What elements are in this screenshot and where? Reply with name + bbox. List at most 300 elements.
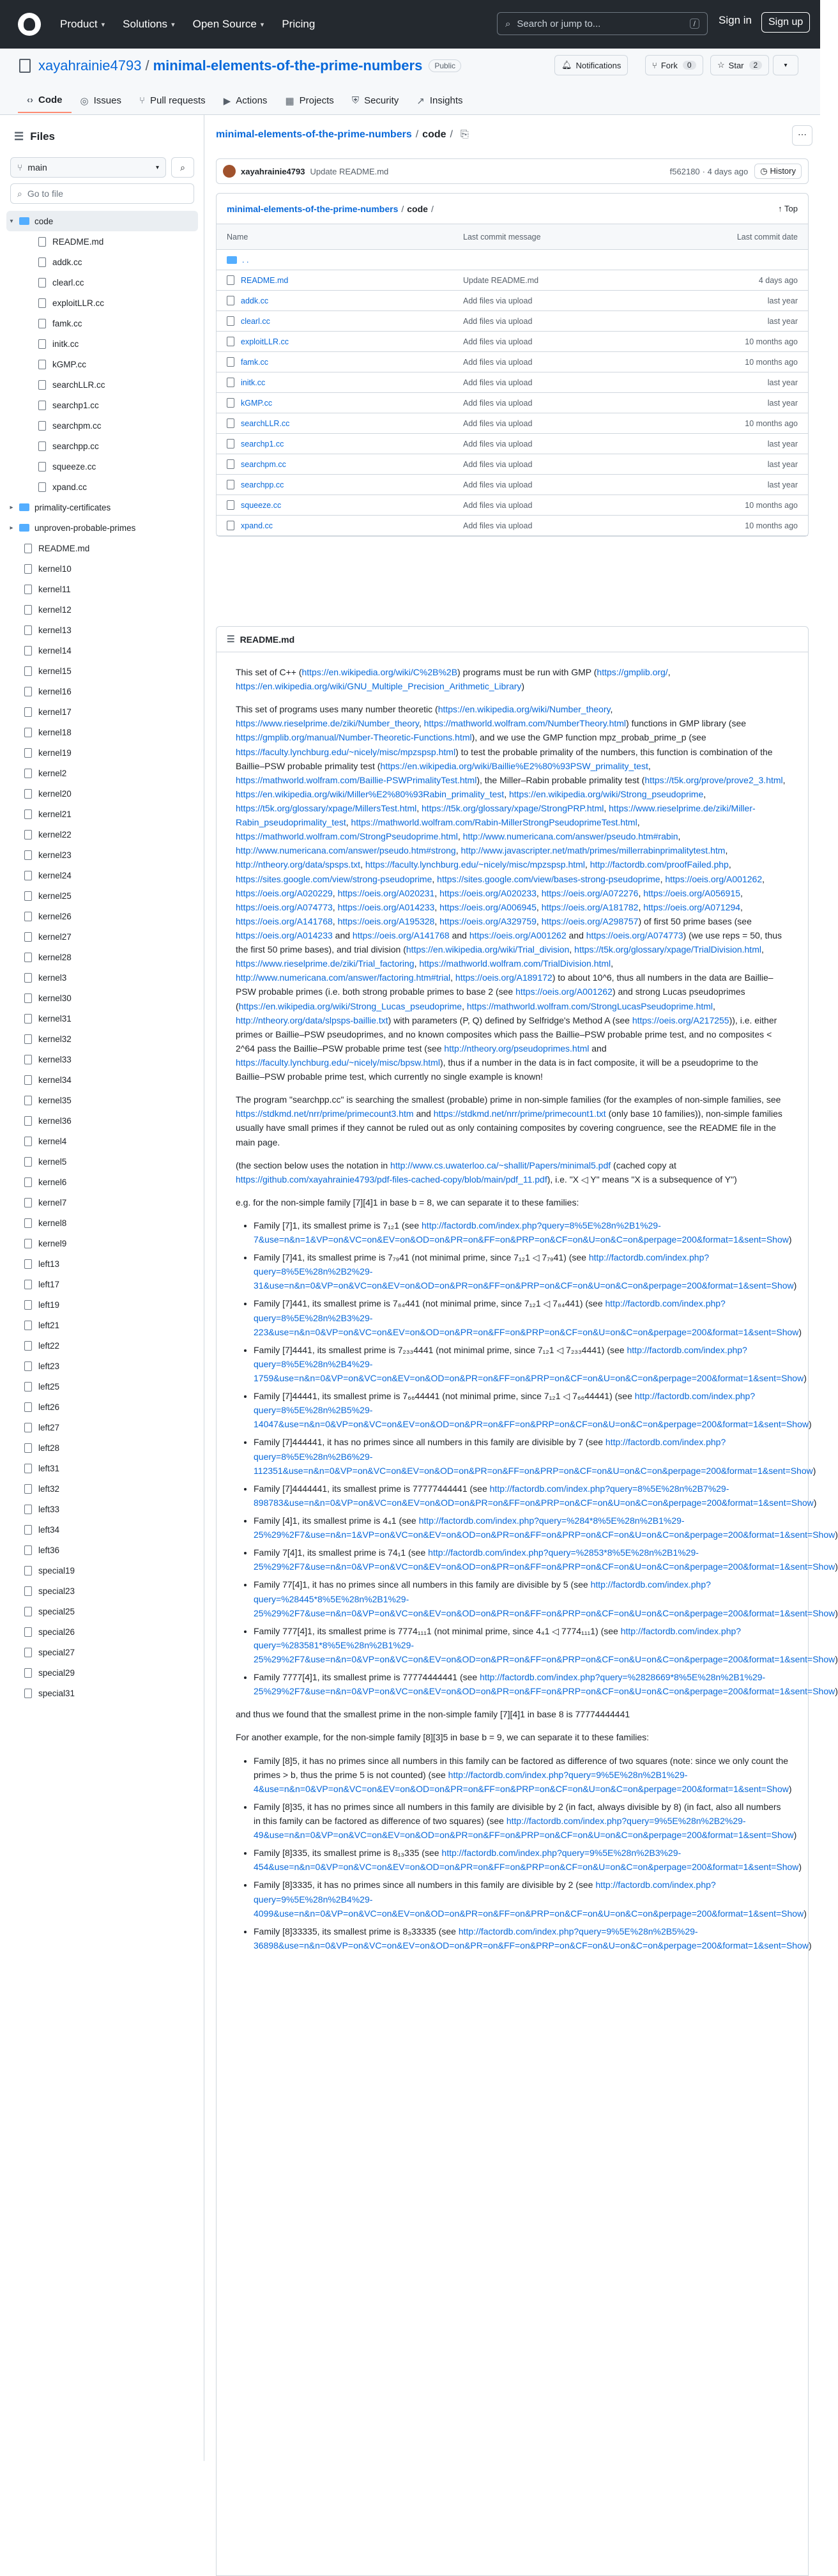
readme-link[interactable]: https://faculty.lynchburg.edu/~nicely/misc/mpzspsp.html xyxy=(236,746,456,757)
tree-file[interactable] xyxy=(6,722,198,742)
table-row[interactable] xyxy=(217,454,808,475)
tab-insights[interactable] xyxy=(408,88,471,113)
readme-link[interactable]: https://gmplib.org/ xyxy=(597,667,668,677)
readme-link[interactable]: http://factordb.com/proofFailed.php xyxy=(590,859,729,870)
file-name-link[interactable]: README.md xyxy=(241,275,289,285)
tree-item-label: kernel34 xyxy=(38,1075,72,1085)
tree-item-label: kernel7 xyxy=(38,1197,67,1208)
file-name-link[interactable]: famk.cc xyxy=(241,357,269,367)
file-icon xyxy=(38,257,46,267)
tree-file[interactable] xyxy=(6,1213,198,1233)
file-name-link[interactable]: searchpm.cc xyxy=(241,459,286,469)
readme-link[interactable]: https://oeis.org/A074773 xyxy=(586,930,683,940)
list-item: • Family [4]1, its smallest prime is 4₄1 (see http://factordb.com/index.php?query=%284*8%5E%28n%2B1%29-25%29%2F7&use=n&n=1&VP=on&VC=on&EV=on&OD=on&PR=on&FF=on&PRP=on&CF=on&U=on&C=on&perpage=200&format=1&sent=Show) xyxy=(254,1514,789,1542)
nav-item[interactable] xyxy=(193,18,264,31)
file-icon xyxy=(38,339,46,349)
file-icon xyxy=(24,1361,32,1371)
file-icon xyxy=(227,357,234,367)
tab-security[interactable] xyxy=(343,88,408,113)
readme-link[interactable]: https://oeis.org/A001262 xyxy=(469,930,567,940)
tree-file[interactable] xyxy=(6,1499,198,1519)
file-icon xyxy=(227,378,234,387)
tree-file[interactable] xyxy=(6,1274,198,1294)
tree-file[interactable] xyxy=(6,1172,198,1192)
history-button[interactable] xyxy=(754,164,802,179)
readme-link[interactable]: https://sites.google.com/view/bases-strong-pseudoprime xyxy=(437,873,660,884)
readme-link[interactable]: http://factordb.com/index.php?query=%283581*8%5E%28n%2B1%29-25%29%2F7&use=n&n=0&VP=on&VC=on&EV=on&OD=on&PR=on&FF=on&PRP=on&CF=on&U=on&C=on&perpage=200&format=1&sent=Show xyxy=(254,1625,835,1664)
sign-up-button[interactable]: Sign up xyxy=(761,12,810,33)
parent-dir-row[interactable] xyxy=(217,250,808,270)
file-tree xyxy=(6,211,198,1703)
tree-file[interactable] xyxy=(6,1110,198,1131)
readme-link[interactable]: https://www.rieselprime.de/ziki/Number_theory xyxy=(236,718,419,729)
commit-message-link[interactable]: Add files via upload xyxy=(463,521,533,530)
readme-link[interactable]: https://mathworld.wolfram.com/StrongPseudoprime.html xyxy=(236,831,458,842)
file-name-link[interactable]: searchpp.cc xyxy=(241,480,284,489)
readme-link[interactable]: https://faculty.lynchburg.edu/~nicely/misc/mpzspsp.html xyxy=(365,859,585,870)
tree-file[interactable] xyxy=(6,579,198,599)
go-to-file-input[interactable] xyxy=(10,183,194,204)
readme-link[interactable]: https://en.wikipedia.org/wiki/Miller%E2%80%93Rabin_primality_test xyxy=(236,788,505,799)
tab-code[interactable] xyxy=(18,88,72,113)
tree-file[interactable] xyxy=(6,1581,198,1601)
sidebar-toggle-icon[interactable]: ☰ xyxy=(14,130,24,142)
commit-message-link[interactable]: Add files via upload xyxy=(463,418,533,428)
tree-file[interactable] xyxy=(6,1397,198,1417)
readme-link[interactable]: https://oeis.org/A071294 xyxy=(643,901,741,912)
star-dropdown-button[interactable] xyxy=(773,55,798,75)
tab-issues[interactable] xyxy=(72,88,130,113)
readme-link[interactable]: https://stdkmd.net/nrr/prime/primecount1.txt xyxy=(433,1108,606,1119)
readme-link[interactable]: https://en.wikipedia.org/wiki/Strong_pseudoprime xyxy=(508,788,704,799)
tree-file[interactable] xyxy=(6,354,198,374)
tree-file[interactable] xyxy=(6,1642,198,1662)
breadcrumb-repo-link[interactable]: minimal-elements-of-the-prime-numbers xyxy=(216,129,412,140)
tree-file[interactable] xyxy=(6,906,198,926)
readme-link[interactable]: https://oeis.org/A141768 xyxy=(236,916,333,926)
file-search-button[interactable] xyxy=(171,157,194,178)
nav-item-label: Pricing xyxy=(282,18,316,30)
chevron-down-icon[interactable]: ▾ xyxy=(10,217,13,225)
repo-title xyxy=(19,57,461,74)
readme-link[interactable]: http://factordb.com/index.php?query=%2853*8%5E%28n%2B1%29-25%29%2F7&use=n&n=0&VP=on&VC=on&EV=on&OD=on&PR=on&FF=on&PRP=on&CF=on&U=on&C=on&perpage=200&format=1&sent=Show xyxy=(254,1547,835,1572)
file-rows xyxy=(217,270,808,536)
repo-name-link[interactable]: minimal-elements-of-the-prime-numbers xyxy=(153,57,423,73)
readme-link[interactable]: http://www.numericana.com/answer/pseudo.htm#rabin xyxy=(462,831,678,842)
commit-message-link[interactable]: Update README.md xyxy=(463,275,539,285)
tree-file[interactable] xyxy=(6,1090,198,1110)
tree-file[interactable] xyxy=(6,1683,198,1703)
tree-file[interactable] xyxy=(6,231,198,252)
top-button[interactable] xyxy=(778,204,798,213)
tree-file[interactable] xyxy=(6,1458,198,1478)
tree-file[interactable] xyxy=(6,293,198,313)
copy-path-icon[interactable]: ⎘ xyxy=(460,129,469,140)
tree-file[interactable] xyxy=(6,845,198,865)
readme-link[interactable]: http://www.numericana.com/answer/pseudo.htm#strong xyxy=(236,845,456,856)
readme-link[interactable]: https://t5k.org/glossary/xpage/TrialDivision.html xyxy=(574,944,761,955)
tree-file[interactable] xyxy=(6,313,198,334)
readme-link[interactable]: http://factordb.com/index.php?query=9%5E%28n%2B5%29-36898&use=n&n=0&VP=on&VC=on&EV=on&OD=on&PR=on&FF=on&PRP=on&CF=on&U=on&C=on&perpage=200&format=1&sent=Show xyxy=(254,1926,809,1951)
readme-link[interactable]: https://gmplib.org/manual/Number-Theoretic-Functions.html xyxy=(236,732,472,743)
search-icon: ⌕ xyxy=(180,162,185,172)
readme-link[interactable]: http://ntheory.org/pseudoprimes.html xyxy=(444,1043,590,1054)
tree-file[interactable] xyxy=(6,415,198,436)
file-icon xyxy=(24,1443,32,1453)
readme-link[interactable]: https://t5k.org/prove/prove2_3.html xyxy=(644,774,783,785)
tree-file[interactable] xyxy=(6,538,198,558)
tree-file[interactable] xyxy=(6,252,198,272)
tree-file[interactable] xyxy=(6,477,198,497)
tree-file[interactable] xyxy=(6,1070,198,1090)
readme-link[interactable]: http://factordb.com/index.php?query=9%5E%28n%2B3%29-454&use=n&n=0&VP=on&VC=on&EV=on&OD=on&PR=on&FF=on&PRP=on&CF=on&U=on&C=on&perpage=200&format=1&sent=Show xyxy=(254,1848,799,1873)
tree-file[interactable] xyxy=(6,742,198,763)
file-icon xyxy=(24,830,32,839)
list-item: • Family [8]5, it has no primes since all numbers in this family can be factored as difference of two squares (note: since we only count the primes > b, thus the prime 5 is not counted) (see http://factordb.com/index.php?query=9%5E%28n%2B1%29-4&use=n&n=0&VP=on&VC=on&EV=on&OD=on&PR=on&FF=on&PRP=on&CF=on&U=on&C=on&perpage=200&format=1&sent=Show) xyxy=(254,1754,789,1796)
readme-link[interactable]: http://factordb.com/index.php?query=%2828669*8%5E%28n%2B1%29-25%29%2F7&use=n&n=0&VP=on&VC=on&EV=on&OD=on&PR=on&FF=on&PRP=on&CF=on&U=on&C=on&perpage=200&format=1&sent=Show xyxy=(254,1672,835,1697)
commit-message-link[interactable]: Add files via upload xyxy=(463,316,533,326)
commit-date: last year xyxy=(767,378,798,387)
file-icon xyxy=(24,769,32,778)
readme-link[interactable]: https://en.wikipedia.org/wiki/Number_theory xyxy=(438,704,611,715)
commit-message-link[interactable]: Add files via upload xyxy=(463,500,533,510)
tree-file[interactable] xyxy=(6,865,198,885)
more-options-button[interactable] xyxy=(792,125,812,146)
files-title: Files xyxy=(30,130,55,142)
repo-owner-link[interactable]: xayahrainie4793 xyxy=(38,57,142,73)
commit-date: 10 months ago xyxy=(745,357,798,367)
readme-link[interactable]: https://mathworld.wolfram.com/NumberTheory.html xyxy=(423,718,627,729)
file-icon xyxy=(227,296,234,305)
readme-link[interactable]: http://factordb.com/index.php?query=8%5E%28n%2B4%29-1759&use=n&n=0&VP=on&VC=on&EV=on&OD=on&PR=on&FF=on&PRP=on&CF=on&U=on&C=on&perpage=200&format=1&sent=Show xyxy=(254,1344,804,1384)
tree-file[interactable] xyxy=(6,1294,198,1315)
tree-file[interactable] xyxy=(6,1438,198,1458)
commit-message-link[interactable]: Add files via upload xyxy=(463,439,533,448)
readme-link[interactable]: https://oeis.org/A014233 xyxy=(337,901,435,912)
tree-file[interactable] xyxy=(6,1008,198,1029)
tree-file[interactable] xyxy=(6,661,198,681)
readme-link[interactable]: http://factordb.com/index.php?query=8%5E%28n%2B1%29-7&use=n&n=1&VP=on&VC=on&EV=on&OD=on&PR=on&FF=on&PRP=on&CF=on&U=on&C=on&perpage=200&format=1&sent=Show xyxy=(254,1220,789,1245)
readme-link[interactable]: http://factordb.com/index.php?query=9%5E%28n%2B4%29-4099&use=n&n=0&VP=on&VC=on&EV=on&OD=on&PR=on&FF=on&PRP=on&CF=on&U=on&C=on&perpage=200&format=1&sent=Show xyxy=(254,1880,804,1919)
tree-file[interactable] xyxy=(6,681,198,702)
tree-file[interactable] xyxy=(6,1519,198,1540)
file-icon xyxy=(24,748,32,758)
fork-count: 0 xyxy=(683,61,696,70)
tree-file[interactable] xyxy=(6,1335,198,1356)
readme-link[interactable]: https://stdkmd.net/nrr/prime/primecount3.htm xyxy=(236,1108,414,1119)
readme-link[interactable]: http://factordb.com/index.php?query=9%5E%28n%2B1%29-4&use=n&n=0&VP=on&VC=on&EV=on&OD=on&PR=on&FF=on&PRP=on&CF=on&U=on&C=on&perpage=200&format=1&sent=Show xyxy=(254,1769,789,1794)
tab-label: Projects xyxy=(299,95,334,106)
tree-file[interactable] xyxy=(6,988,198,1008)
nav-item[interactable] xyxy=(60,18,105,31)
tree-file[interactable] xyxy=(6,620,198,640)
tree-file[interactable] xyxy=(6,374,198,395)
table-row[interactable] xyxy=(217,516,808,536)
tab-pull-requests[interactable] xyxy=(130,88,215,113)
file-name-link[interactable]: searchLLR.cc xyxy=(241,418,290,428)
tree-item-label: left36 xyxy=(38,1545,60,1555)
list-item: • Family 777[4]1, its smallest prime is 7774₁₁₁1 (not minimal prime, since 4₄1 ◁ 7774₁₁₁1) (see http://factordb.com/index.php?query=%283581*8%5E%28n%2B1%29-25%29%2F7&use=n&n=0&VP=on&VC=on&EV=on&OD=on&PR=on&FF=on&PRP=on&CF=on&U=on&C=on&perpage=200&format=1&sent=Show) xyxy=(254,1624,789,1666)
sign-in-link[interactable]: Sign in xyxy=(719,14,752,26)
tree-file[interactable] xyxy=(6,558,198,579)
readme-link[interactable]: https://oeis.org/A020231 xyxy=(337,887,435,898)
readme-link[interactable]: https://oeis.org/A020233 xyxy=(439,887,537,898)
tree-file[interactable] xyxy=(6,1621,198,1642)
commit-message[interactable]: Update README.md xyxy=(310,166,389,176)
tree-file[interactable] xyxy=(6,1662,198,1683)
readme-link[interactable]: https://oeis.org/A014233 xyxy=(236,930,333,940)
readme-link[interactable]: https://mathworld.wolfram.com/TrialDivision.html xyxy=(419,958,611,969)
tree-file[interactable] xyxy=(6,702,198,722)
tree-item-label: special23 xyxy=(38,1586,75,1596)
tree-file[interactable] xyxy=(6,272,198,293)
readme-link[interactable]: http://www.numericana.com/answer/factoring.htm#trial xyxy=(236,972,451,983)
commit-message-link[interactable]: Add files via upload xyxy=(463,337,533,346)
file-icon xyxy=(24,891,32,901)
readme-link[interactable]: http://factordb.com/index.php?query=8%5E%28n%2B3%29-223&use=n&n=0&VP=on&VC=on&EV=on&OD=on&PR=on&FF=on&PRP=on&CF=on&U=on&C=on&perpage=200&format=1&sent=Show xyxy=(254,1298,799,1337)
table-row[interactable] xyxy=(217,311,808,332)
chevron-right-icon[interactable]: ▸ xyxy=(10,524,13,532)
chevron-down-icon: ▾ xyxy=(101,20,105,29)
readme-link[interactable]: http://factordb.com/index.php?query=%284*8%5E%28n%2B1%29-25%29%2F7&use=n&n=1&VP=on&VC=on&EV=on&OD=on&PR=on&FF=on&PRP=on&CF=on&U=on&C=on&perpage=200&format=1&sent=Show xyxy=(254,1515,835,1540)
tree-file[interactable] xyxy=(6,1376,198,1397)
tree-file[interactable] xyxy=(6,1151,198,1172)
file-name-link[interactable]: searchp1.cc xyxy=(241,439,284,448)
readme-link[interactable]: https://oeis.org/A141768 xyxy=(352,930,450,940)
table-row[interactable] xyxy=(217,270,808,291)
file-icon xyxy=(24,1423,32,1432)
tree-file[interactable] xyxy=(6,1417,198,1438)
readme-link[interactable]: https://oeis.org/A329759 xyxy=(439,916,537,926)
branch-selector[interactable] xyxy=(10,157,166,178)
file-icon xyxy=(227,439,234,448)
tree-item-label: special26 xyxy=(38,1627,75,1637)
file-name-link[interactable]: xpand.cc xyxy=(241,521,273,530)
readme-link[interactable]: http://ntheory.org/data/slpsps-baillie.txt xyxy=(236,1015,388,1025)
fork-button[interactable] xyxy=(645,55,703,75)
tree-item-label: kernel28 xyxy=(38,952,72,962)
readme-link[interactable]: https://oeis.org/A072276 xyxy=(541,887,639,898)
tree-item-label: searchpp.cc xyxy=(52,441,99,451)
tree-folder[interactable] xyxy=(6,497,198,518)
file-name-link[interactable]: kGMP.cc xyxy=(241,398,273,408)
tree-folder[interactable] xyxy=(6,518,198,538)
chevron-down-icon: ▾ xyxy=(171,20,175,29)
tree-file[interactable] xyxy=(6,1049,198,1070)
commit-message-link[interactable]: Add files via upload xyxy=(463,357,533,367)
readme-link[interactable]: https://oeis.org/A217255 xyxy=(632,1015,729,1025)
readme-link[interactable]: https://oeis.org/A056915 xyxy=(643,887,741,898)
file-icon xyxy=(227,337,234,346)
tree-item-label: left17 xyxy=(38,1279,60,1289)
readme-link[interactable]: https://oeis.org/A189172 xyxy=(455,972,552,983)
table-row[interactable] xyxy=(217,352,808,372)
readme-link[interactable]: http://www.cs.uwaterloo.ca/~shallit/Papers/minimal5.pdf xyxy=(390,1160,611,1170)
nav-item[interactable] xyxy=(123,18,174,31)
tree-item-label: left19 xyxy=(38,1300,60,1310)
tree-file[interactable] xyxy=(6,783,198,804)
tree-file[interactable] xyxy=(6,1192,198,1213)
file-name-link[interactable]: initk.cc xyxy=(241,378,266,387)
commit-date: 10 months ago xyxy=(745,500,798,510)
table-row[interactable] xyxy=(217,332,808,352)
list-repo-link[interactable]: minimal-elements-of-the-prime-numbers xyxy=(227,203,399,214)
tab-label: Actions xyxy=(236,95,268,106)
commit-date: 4 days ago xyxy=(758,275,798,285)
readme-link[interactable]: https://www.rieselprime.de/ziki/Trial_factoring xyxy=(236,958,415,969)
readme-link[interactable]: https://en.wikipedia.org/wiki/GNU_Multiple_Precision_Arithmetic_Library xyxy=(236,681,522,692)
readme-link[interactable]: https://faculty.lynchburg.edu/~nicely/misc/bpsw.html xyxy=(236,1057,440,1068)
tree-file[interactable] xyxy=(6,456,198,477)
file-icon xyxy=(24,1607,32,1616)
notifications-button[interactable] xyxy=(554,55,628,75)
readme-link[interactable]: http://factordb.com/index.php?query=8%5E%28n%2B7%29-898783&use=n&n=0&VP=on&VC=on&EV=on&OD=on&PR=on&FF=on&PRP=on&CF=on&U=on&C=on&perpage=200&format=1&sent=Show xyxy=(254,1483,814,1508)
tree-file[interactable] xyxy=(6,1233,198,1254)
table-row[interactable] xyxy=(217,434,808,454)
readme-link[interactable]: https://mathworld.wolfram.com/Baillie-PSWPrimalityTest.html xyxy=(236,774,477,785)
tree-item-label: kernel25 xyxy=(38,891,72,901)
readme-link[interactable]: https://github.com/xayahrainie4793/pdf-files-cached-copy/blob/main/pdf_11.pdf xyxy=(236,1174,547,1184)
readme-link[interactable]: https://oeis.org/A001262 xyxy=(665,873,763,884)
file-icon xyxy=(24,809,32,819)
tree-item-label: kernel32 xyxy=(38,1034,72,1044)
file-icon xyxy=(24,1259,32,1269)
file-name-link[interactable]: squeeze.cc xyxy=(241,500,282,510)
github-logo-icon[interactable] xyxy=(18,13,41,36)
commit-author[interactable]: xayahrainie4793 xyxy=(241,166,305,176)
readme-link[interactable]: https://mathworld.wolfram.com/Rabin-MillerStrongPseudoprimeTest.html xyxy=(351,817,637,828)
commit-message-link[interactable]: Add files via upload xyxy=(463,480,533,489)
tree-file[interactable] xyxy=(6,947,198,967)
tree-file[interactable] xyxy=(6,967,198,988)
readme-link[interactable]: http://ntheory.org/data/spsps.txt xyxy=(236,859,361,870)
tree-file[interactable] xyxy=(6,885,198,906)
readme-link[interactable]: http://factordb.com/index.php?query=9%5E%28n%2B2%29-49&use=n&n=0&VP=on&VC=on&EV=on&OD=on&PR=on&FF=on&PRP=on&CF=on&U=on&C=on&perpage=200&format=1&sent=Show xyxy=(254,1815,794,1841)
readme-link[interactable]: https://sites.google.com/view/strong-pseudoprime xyxy=(236,873,432,884)
tree-file[interactable] xyxy=(6,1254,198,1274)
avatar[interactable] xyxy=(223,165,236,178)
readme-link[interactable]: http://www.javascripter.net/math/primes/millerrabinprimalitytest.htm xyxy=(461,845,726,856)
readme-link[interactable]: https://en.wikipedia.org/wiki/Strong_Lucas_pseudoprime xyxy=(238,1000,462,1011)
tree-item-label: kernel5 xyxy=(38,1156,67,1167)
tree-file[interactable] xyxy=(6,1029,198,1049)
tree-file[interactable] xyxy=(6,436,198,456)
commit-date: last year xyxy=(767,480,798,489)
col-commit-message: Last commit message xyxy=(463,232,541,241)
tree-folder[interactable] xyxy=(6,211,198,231)
tab-projects[interactable] xyxy=(276,88,342,113)
file-name-link[interactable]: exploitLLR.cc xyxy=(241,337,289,346)
readme-link[interactable]: https://en.wikipedia.org/wiki/C%2B%2B xyxy=(301,667,458,677)
search-input[interactable] xyxy=(497,12,708,35)
repo-tabs xyxy=(18,88,472,113)
tab-actions[interactable] xyxy=(215,88,277,113)
tree-file[interactable] xyxy=(6,640,198,661)
file-name-link[interactable]: addk.cc xyxy=(241,296,269,305)
nav-item[interactable] xyxy=(282,18,315,31)
readme-link[interactable]: https://oeis.org/A298757 xyxy=(541,916,639,926)
fork-icon: ⑂ xyxy=(652,60,657,70)
parent-dir-link[interactable]: . . xyxy=(242,255,249,264)
tree-item-label: kernel13 xyxy=(38,625,72,635)
readme-link[interactable]: https://www.rieselprime.de/ziki/Miller-Rabin_pseudoprimality_test xyxy=(236,802,756,828)
tree-file[interactable] xyxy=(6,395,198,415)
commit-message-link[interactable]: Add files via upload xyxy=(463,459,533,469)
tree-file[interactable] xyxy=(6,599,198,620)
readme-link[interactable]: http://factordb.com/index.php?query=%28445*8%5E%28n%2B1%29-25%29%2F7&use=n&n=0&VP=on&VC=on&EV=on&OD=on&PR=on&FF=on&PRP=on&CF=on&U=on&C=on&perpage=200&format=1&sent=Show xyxy=(254,1579,835,1618)
readme-link[interactable]: https://oeis.org/A074773 xyxy=(236,901,333,912)
commit-hash[interactable]: f562180 xyxy=(669,166,700,176)
file-tree-sidebar xyxy=(0,115,204,2461)
readme-link[interactable]: http://factordb.com/index.php?query=8%5E%28n%2B6%29-112351&use=n&n=0&VP=on&VC=on&EV=on&OD=on&PR=on&FF=on&PRP=on&CF=on&U=on&C=on&perpage=200&format=1&sent=Show xyxy=(254,1437,813,1476)
tree-item-label: searchLLR.cc xyxy=(52,379,105,390)
tree-file[interactable] xyxy=(6,1540,198,1560)
tree-file[interactable] xyxy=(6,763,198,783)
file-icon xyxy=(24,1586,32,1596)
tree-file[interactable] xyxy=(6,1478,198,1499)
file-icon xyxy=(24,707,32,717)
readme-link[interactable]: http://factordb.com/index.php?query=8%5E%28n%2B5%29-14047&use=n&n=0&VP=on&VC=on&EV=on&OD=on&PR=on&FF=on&PRP=on&CF=on&U=on&C=on&perpage=200&format=1&sent=Show xyxy=(254,1391,809,1430)
commit-message-link[interactable]: Add files via upload xyxy=(463,378,533,387)
commit-message-link[interactable]: Add files via upload xyxy=(463,398,533,408)
table-row[interactable] xyxy=(217,393,808,413)
chevron-right-icon[interactable]: ▸ xyxy=(10,503,13,511)
tree-file[interactable] xyxy=(6,1131,198,1151)
readme-link[interactable]: https://t5k.org/glossary/xpage/StrongPRP.html xyxy=(422,802,604,813)
star-button[interactable] xyxy=(710,55,769,75)
tree-file[interactable] xyxy=(6,334,198,354)
folder-icon xyxy=(19,524,29,532)
tree-file[interactable] xyxy=(6,804,198,824)
readme-link[interactable]: https://en.wikipedia.org/wiki/Trial_division xyxy=(406,944,570,955)
tree-item-label: squeeze.cc xyxy=(52,461,96,471)
tree-file[interactable] xyxy=(6,1315,198,1335)
table-row[interactable] xyxy=(217,475,808,495)
readme-link[interactable]: https://mathworld.wolfram.com/StrongLucasPseudoprime.html xyxy=(466,1000,713,1011)
commit-date: last year xyxy=(767,398,798,408)
table-row[interactable] xyxy=(217,413,808,434)
table-row[interactable] xyxy=(217,372,808,393)
readme-link[interactable]: https://en.wikipedia.org/wiki/Baillie%E2%80%93PSW_primality_test xyxy=(380,760,648,771)
readme-link[interactable]: https://t5k.org/glossary/xpage/MillersTest.html xyxy=(236,802,417,813)
search-placeholder: Search or jump to... xyxy=(517,18,601,29)
readme-link[interactable]: https://oeis.org/A006945 xyxy=(439,901,537,912)
tree-file[interactable] xyxy=(6,926,198,947)
commit-date: 10 months ago xyxy=(745,337,798,346)
table-row[interactable] xyxy=(217,495,808,516)
tree-file[interactable] xyxy=(6,1560,198,1581)
readme-link[interactable]: https://oeis.org/A195328 xyxy=(337,916,435,926)
readme-paragraph: (the section below uses the notation in http://www.cs.uwaterloo.ca/~shallit/Papers/minimal5.pdf (cached copy at https://github.com/xayahrainie4793/pdf-files-cached-copy/blob/main/pdf_11.pdf), i.e. "X ◁ Y" means "X is a subsequence of Y") xyxy=(236,1160,737,1184)
table-row[interactable] xyxy=(217,291,808,311)
chevron-down-icon: ▾ xyxy=(784,61,788,69)
tree-file[interactable] xyxy=(6,1601,198,1621)
folder-icon xyxy=(19,503,29,511)
commit-message-link[interactable]: Add files via upload xyxy=(463,296,533,305)
readme-link[interactable]: https://oeis.org/A001262 xyxy=(515,986,613,997)
tree-item-label: left26 xyxy=(38,1402,60,1412)
readme-link[interactable]: http://factordb.com/index.php?query=8%5E%28n%2B2%29-31&use=n&n=0&VP=on&VC=on&EV=on&OD=on&PR=on&FF=on&PRP=on&CF=on&U=on&C=on&perpage=200&format=1&sent=Show xyxy=(254,1252,794,1291)
readme-link[interactable]: https://oeis.org/A181782 xyxy=(541,901,639,912)
tree-item-label: xpand.cc xyxy=(52,482,88,492)
readme-link[interactable]: https://oeis.org/A020229 xyxy=(236,887,333,898)
tree-file[interactable] xyxy=(6,824,198,845)
list-folder: code xyxy=(407,203,428,214)
files-header xyxy=(14,130,55,143)
file-name-link[interactable]: clearl.cc xyxy=(241,316,270,326)
tree-file[interactable] xyxy=(6,1356,198,1376)
file-icon xyxy=(24,564,32,574)
